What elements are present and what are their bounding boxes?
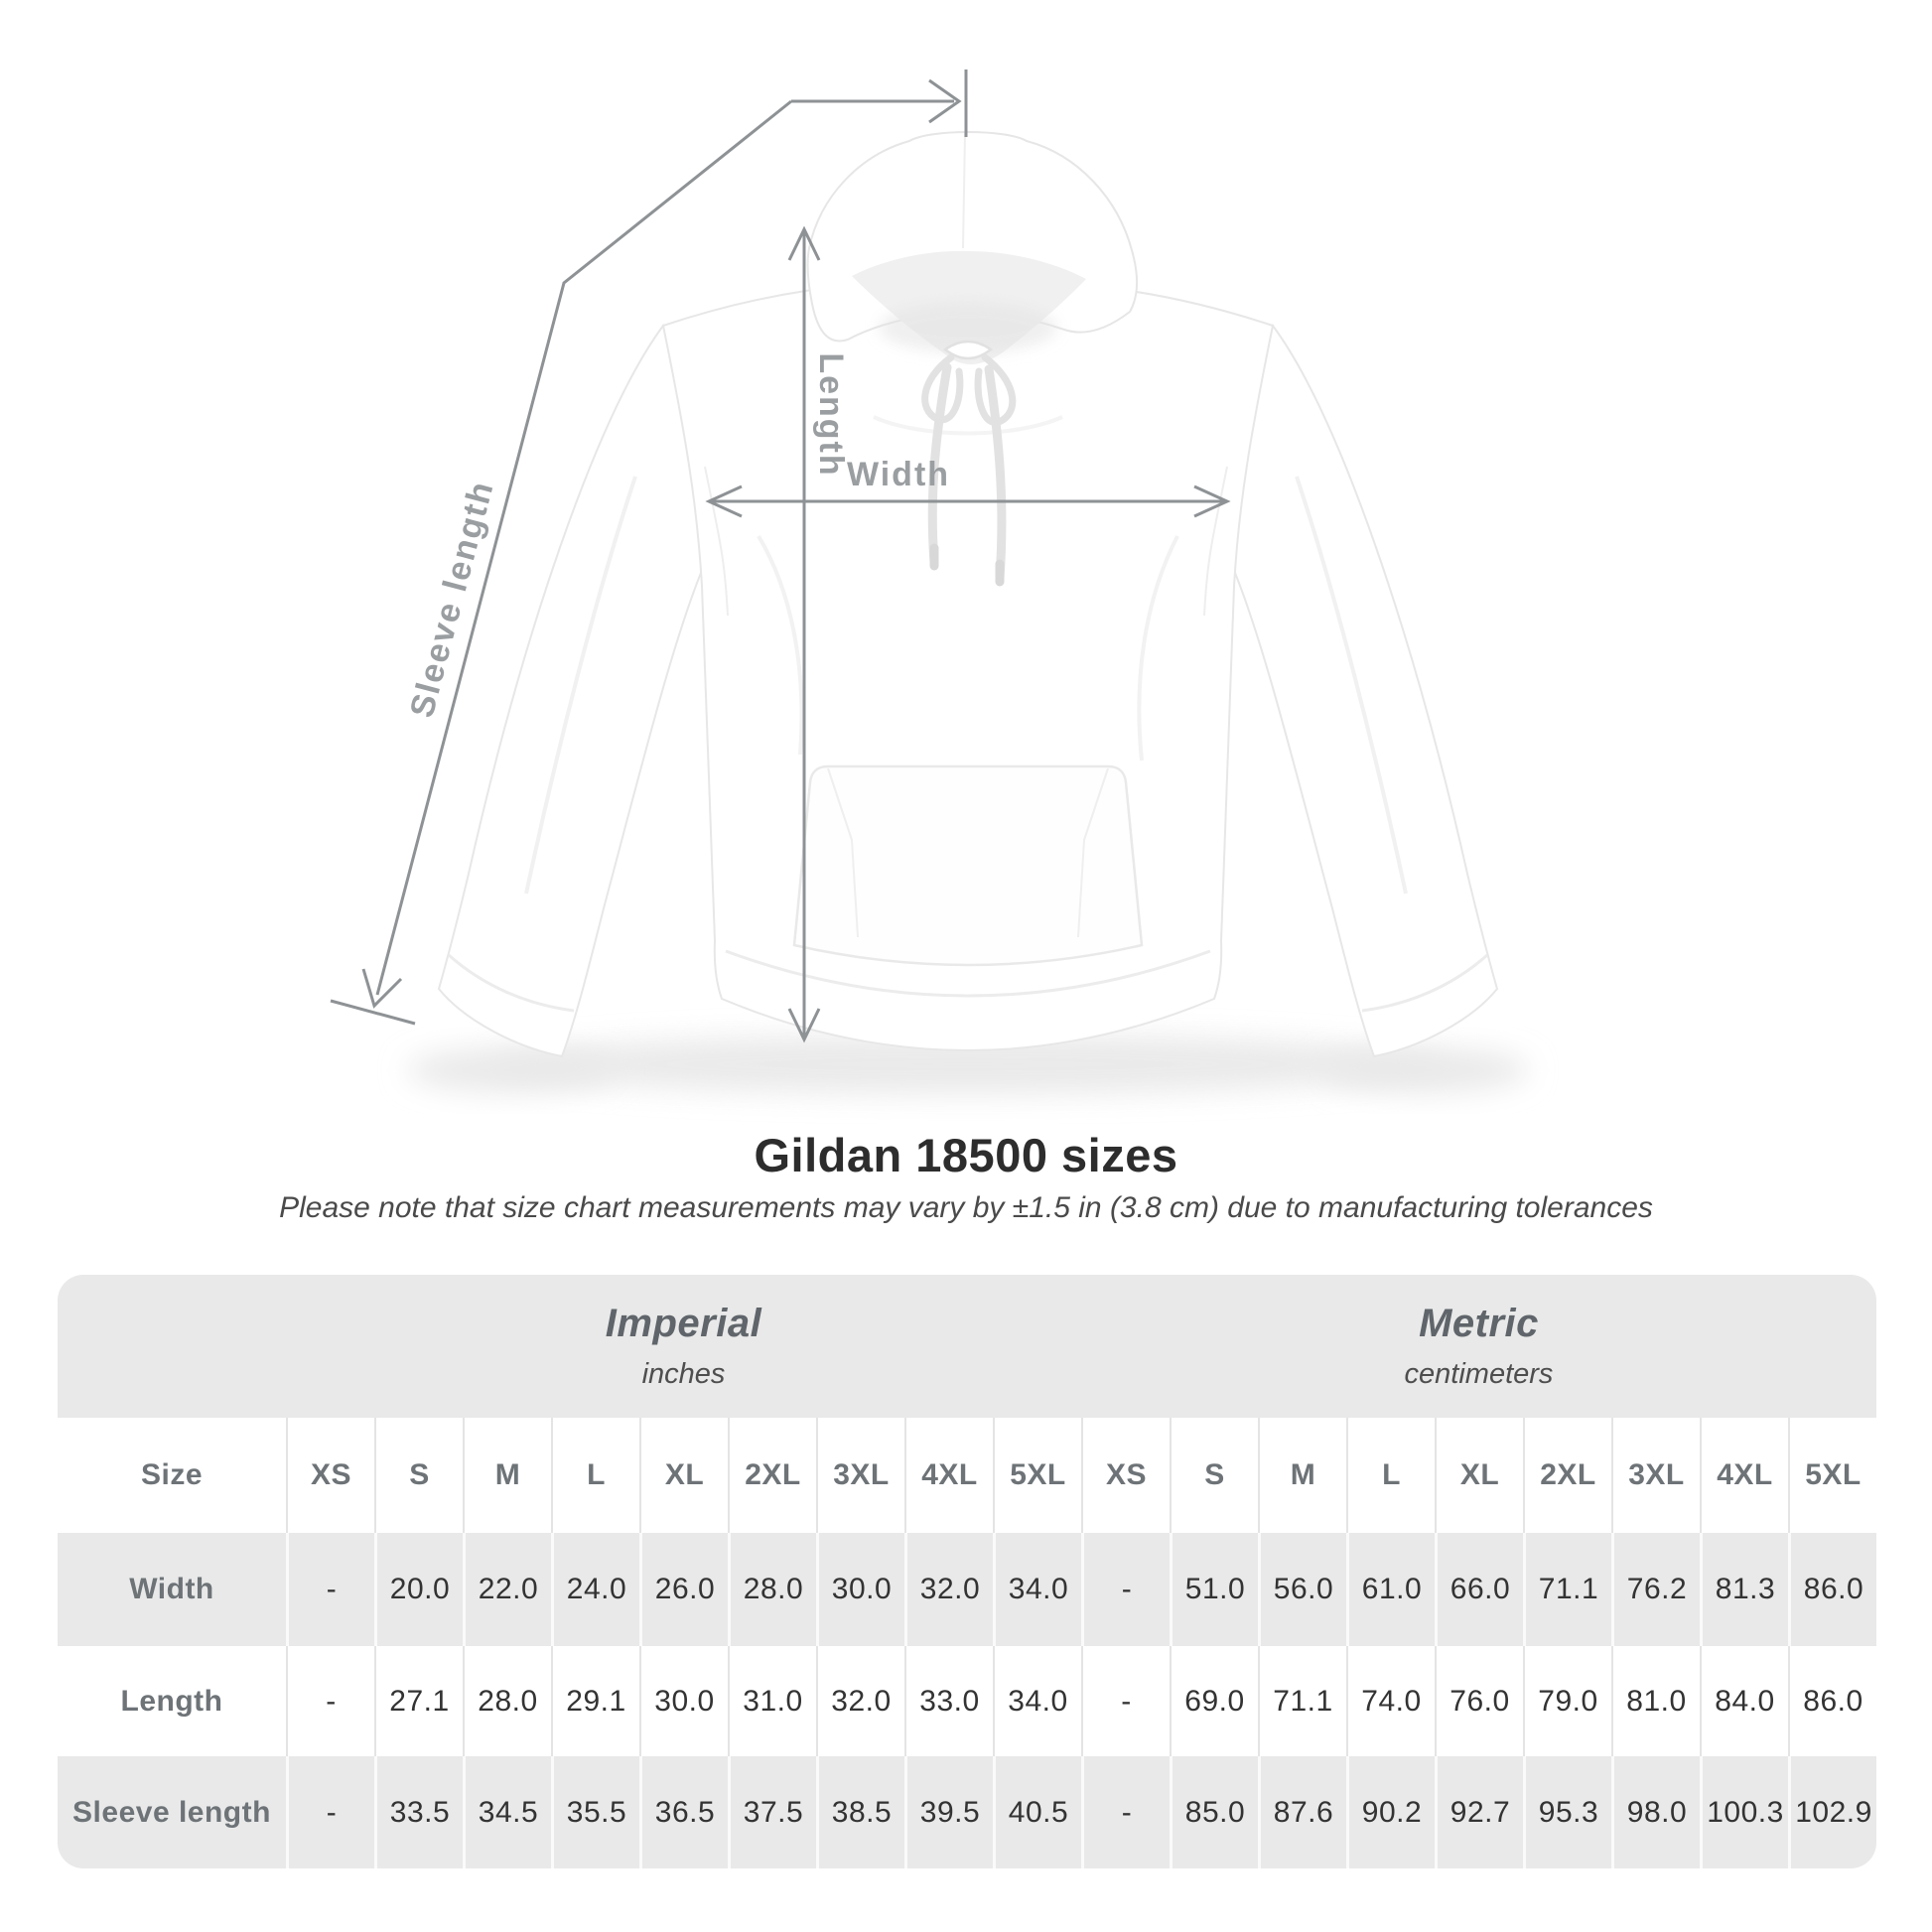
row-label: Length: [120, 1684, 223, 1718]
size-header-row: [58, 1418, 1876, 1533]
table-row-length: Length - 27.1 28.0 29.1 30.0 31.0 32.0 33.0 34.0 - 69.0 71.1 74.0 76.0 79.0 81.0 84.0 86.0: [58, 1646, 1876, 1756]
size-metric-4xl: 4XL: [1700, 1418, 1788, 1533]
hoodie-photo: [439, 132, 1497, 1056]
group-spacer: [58, 1275, 286, 1418]
table-row-sleeve-length: Sleeve length - 33.5 34.5 35.5 36.5 37.5 38.5 39.5 40.5 - 85.0 87.6 90.2 92.7 95.3 98.0 100.3 102.9: [58, 1756, 1876, 1868]
hoodie-right-sleeve: [1229, 326, 1497, 1056]
size-metric-xs: XS: [1081, 1418, 1170, 1533]
size-imperial-4xl: 4XL: [904, 1418, 993, 1533]
size-metric-5xl: 5XL: [1788, 1418, 1876, 1533]
metric-label: Metric: [1419, 1302, 1539, 1345]
size-metric-xl: XL: [1435, 1418, 1523, 1533]
size-imperial-m: M: [463, 1418, 551, 1533]
size-metric-2xl: 2XL: [1523, 1418, 1611, 1533]
imperial-unit: inches: [641, 1358, 726, 1390]
size-table: [58, 1275, 1876, 1868]
size-column-header: Size: [140, 1458, 204, 1491]
size-metric-s: S: [1170, 1418, 1258, 1533]
size-metric-m: M: [1258, 1418, 1346, 1533]
length-label: Length: [812, 352, 850, 478]
metric-group-header: [1081, 1275, 1876, 1418]
row-label: Sleeve length: [72, 1795, 271, 1829]
size-metric-l: L: [1346, 1418, 1435, 1533]
tolerance-note: Please note that size chart measurements may vary by ±1.5 in (3.8 cm) due to manufacturing tolerances: [279, 1191, 1653, 1224]
size-imperial-2xl: 2XL: [728, 1418, 816, 1533]
width-label: Width: [846, 456, 951, 493]
size-imperial-xs: XS: [286, 1418, 374, 1533]
table-row-width: Width - 20.0 22.0 24.0 26.0 28.0 30.0 32.0 34.0 - 51.0 56.0 61.0 66.0 71.1 76.2 81.3 86.0: [58, 1533, 1876, 1646]
size-imperial-5xl: 5XL: [993, 1418, 1081, 1533]
imperial-label: Imperial: [605, 1302, 762, 1345]
size-imperial-xl: XL: [639, 1418, 728, 1533]
size-metric-3xl: 3XL: [1611, 1418, 1700, 1533]
unit-group-row: [58, 1275, 1876, 1418]
page-title: Gildan 18500 sizes: [754, 1129, 1178, 1181]
metric-unit: centimeters: [1404, 1358, 1554, 1390]
sleeve-length-label: Sleeve length: [402, 476, 501, 722]
row-label: Width: [129, 1573, 214, 1605]
size-imperial-l: L: [551, 1418, 639, 1533]
imperial-group-header: [286, 1275, 1081, 1418]
hoodie-pocket: [794, 766, 1142, 965]
size-imperial-3xl: 3XL: [816, 1418, 904, 1533]
size-imperial-s: S: [374, 1418, 463, 1533]
